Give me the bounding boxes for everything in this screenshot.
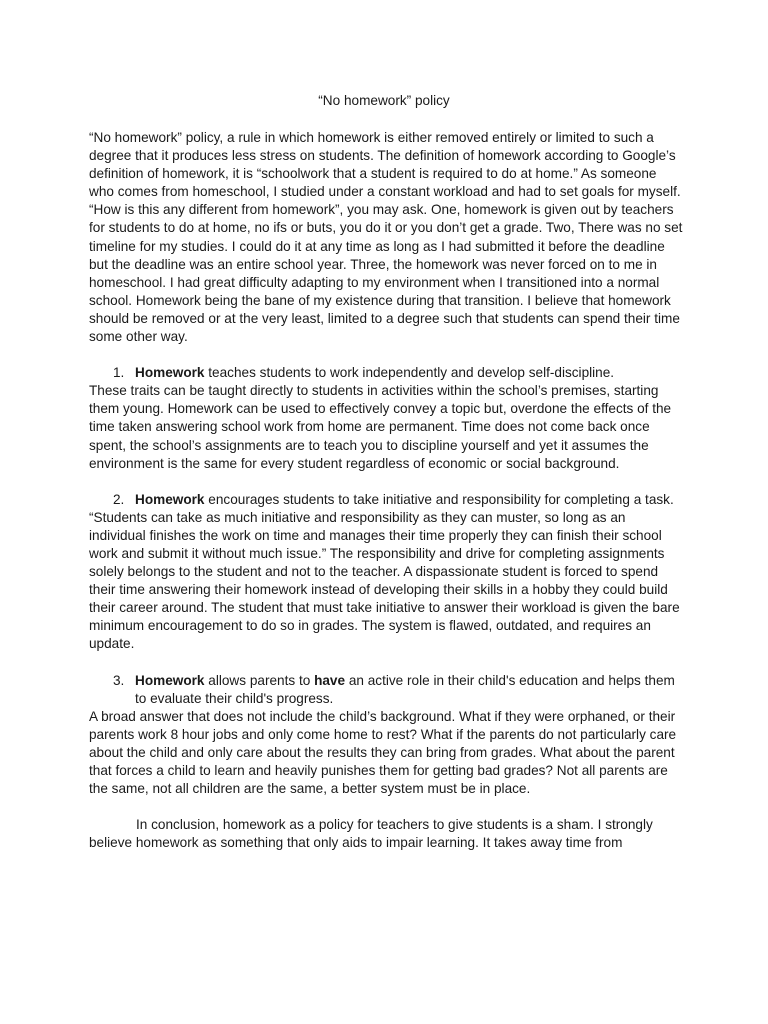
point-heading-mid: allows parents to bbox=[204, 672, 315, 688]
point-body-3: A broad answer that does not include the child’s background. What if they were orphaned, or their parents work 8 hour jobs and only come home to rest? What if the parents do not particularly care about the child and only care about the results they can bring from grades. What about the parent that forces a child to learn and heavily punishes them for getting bad grades? Not all parents are the same, not all children are the same, a better system must be in place. bbox=[89, 708, 677, 797]
document-title: “No homework” policy bbox=[318, 93, 450, 108]
point-keyword: Homework bbox=[135, 672, 205, 688]
list-number: 3. bbox=[113, 672, 125, 688]
point-heading: teaches students to work independently and develop self-discipline. bbox=[204, 365, 615, 381]
list-item-3 bbox=[89, 672, 685, 708]
list-number: 2. bbox=[113, 491, 125, 507]
document-body bbox=[89, 129, 685, 852]
conclusion-paragraph: In conclusion, homework as a policy for teachers to give students is a sham. I strongly believe homework as something that only aids to impair learning. It takes away time from bbox=[89, 817, 653, 851]
point-keyword-2: have bbox=[314, 672, 346, 688]
list-item-2 bbox=[89, 491, 685, 509]
list-item-1 bbox=[89, 364, 685, 382]
point-keyword: Homework bbox=[135, 491, 205, 507]
point-body-1: These traits can be taught directly to students in activities within the school’s premises, starting them young. Homework can be used to effectively convey a topic but, overdone the effects of the time taken answering school work from home are permanent. Time does not come back once spent, the school’s assignments are to teach you to discipline yourself and yet it assumes the environment is the same for every student regardless of economic or social background. bbox=[89, 383, 672, 471]
point-keyword: Homework bbox=[135, 365, 205, 381]
point-heading: an active role in their child's education and helps them to evaluate their child's progress. bbox=[135, 672, 675, 706]
point-body-2: “Students can take as much initiative and responsibility as they can muster, so long as an individual finishes the work on time and manages their time properly they can finish their school work and submit it without much issue.” The responsibility and drive for completing assignments solely belongs to the student and not to the teacher. A dispassionate student is forced to spend their time answering their homework instead of developing their skills in a hobby they could build their career around. The student that must take initiative to answer their workload is given the bare minimum encouragement to do so in grades. The system is flawed, outdated, and requires an update. bbox=[89, 509, 680, 652]
intro-paragraph: “No homework” policy, a rule in which homework is either removed entirely or limited to such a degree that it produces less stress on students. The definition of homework according to Google’s definition of homework, it is “schoolwork that a student is required to do at home.” As someone who comes from homeschool, I studied under a constant workload and had to set goals for myself. “How is this any different from homework”, you may ask. One, homework is given out by teachers for students to do at home, no ifs or buts, you do it or you don’t get a grade. Two, There was no set timeline for my studies. I could do it at any time as long as I had submitted it before the deadline but the deadline was an entire school year. Three, the homework was never forced on to me in homeschool. I had great difficulty adapting to my environment when I transitioned into a normal school. Homework being the bane of my existence during that transition. I believe that homework should be removed or at the very least, limited to a degree such that students can spend their time some other way. bbox=[89, 130, 683, 345]
list-number: 1. bbox=[113, 365, 125, 381]
point-heading: encourages students to take initiative and responsibility for completing a task. bbox=[204, 491, 674, 507]
